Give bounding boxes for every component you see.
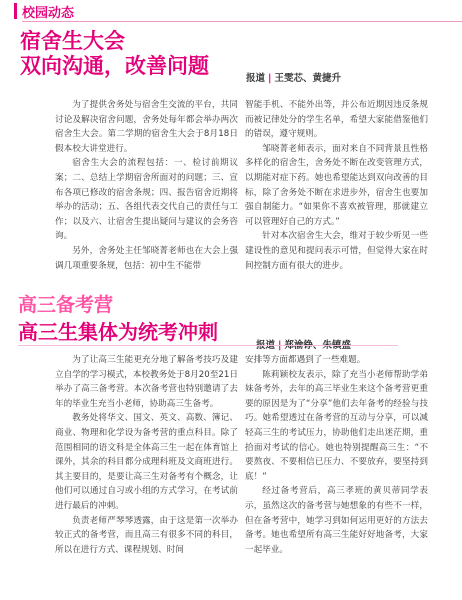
- article1-column-left: [55, 98, 238, 273]
- article2-paragraph: 教务处将华文、国文、英文、高数、簿记、商业、物理和化学设为备考营的重点科目。除了范围相同的语文科是全体高三生一起在体育馆上课外，其余的科目都分成理科班及文商班进行。其主要目的，是要让高三生对备考有个概念，让他们可以通过自习或小组的方式学习，在考试前进行最后的冲刺。: [55, 413, 238, 511]
- article1-title-line2: 双向沟通，改善问题: [20, 54, 209, 78]
- article1-byline-names: 王雯芯、黄捷升: [274, 73, 342, 84]
- article1-paragraph: 宿舍生大会的流程包括：一、检讨前期议案；二、总结上学期宿舍所面对的问题；三、宣布各项已修改的宿舍条规；四、报告宿舍近期将举办的活动；五、各组代表交代自己的责任与工作；以及六、让宿舍生提出疑问与建议的会务咨询。: [55, 158, 238, 242]
- article2-title-line2: 高三生集体为统考冲刺: [18, 320, 218, 344]
- article1-paragraph: 邹晓菁老师表示，面对来自不同背景且性格多样化的宿舍生，舍务处不断在改变管理方式，以期能对症下药。她也希望能达到双向改善的目标，除了舍务处不断在求进步外，宿舍生也要加强自制能力。“如果你不喜欢被管理，那就建立可以管理好自己的方式。”: [245, 143, 428, 227]
- article2-column-right: [245, 353, 428, 557]
- article2-paragraph: 陈莉颖校友表示，除了充当小老师帮助学弟妹备考外，去年的高三毕业生来这个备考营更重要的原因是为了“分享”他们去年备考的经验与技巧。她希望透过在备考营的互动与分享，可以减轻高三生的考试压力，协助他们走出迷茫期，重拾面对考试的信心。她也特别提醒高三生：“不要熬夜、不要相信已压力、不要放弃，要坚持到底！”: [245, 369, 428, 482]
- section-divider: [22, 21, 462, 22]
- article2-byline: [256, 337, 351, 351]
- section-accent-bar: [14, 3, 17, 19]
- article1-paragraph: 智能手机、不能外出等，并公布近期因违反条规而被记律处分的学生名单，希望大家能借鉴他们的错误，遵守规则。: [245, 100, 428, 140]
- article2-paragraph: 为了让高三生能更充分地了解备考技巧及建立自学的学习模式，本校教务处于8月20至21日举办了高三备考营。本次备考营也特别邀请了去年的毕业生充当小老师，协助高三生备考。: [55, 355, 238, 409]
- section-label: 校园动态: [22, 6, 75, 21]
- article1-byline-role: 报道: [246, 73, 266, 84]
- section-header: [0, 0, 462, 22]
- article1-paragraph: 为了提供舍务处与宿舍生交流的平台，共同讨论及解决宿舍问题，舍务处每年都会举办两次宿舍生大会。第二学期的宿舍生大会于8月18日假本校大讲堂进行。: [55, 100, 238, 154]
- article2-title-underline: [18, 345, 398, 346]
- article2-paragraph: 安排等方面都遇到了一些难题。: [245, 355, 366, 365]
- article2-column-left: [55, 353, 238, 557]
- article1-title-line1: 宿舍生大会: [20, 29, 125, 53]
- article2-title-line1: 高三备考营: [18, 294, 114, 316]
- article1-paragraph: 另外，舍务处主任邹晓菁老师也在大会上强调几项重要条规，包括：初中生不能带: [55, 245, 238, 271]
- article1-column-right: [245, 98, 428, 273]
- article2-paragraph: 负责老师严琴琴透露，由于这是第一次举办较正式的备考营，而且高三有很多不同的科目，所以在进行方式、课程规划、时间: [55, 515, 238, 555]
- byline-separator: |: [268, 73, 272, 84]
- article1-paragraph: 针对本次宿舍生大会，维对于较少听见一些建设性的意见和提问表示可惜，但觉得大家在时间控制方面有很大的进步。: [245, 231, 428, 271]
- article1-byline: [246, 70, 341, 84]
- article2-paragraph: 经过备考营后，高三孝班的黄贝蒂同学表示，虽然这次的备考营与她想象的有些不一样，但在备考营中，她学习到如何运用更好的方法去备考。她也希望所有高三生能好好地备考，大家一起毕业。: [245, 486, 428, 555]
